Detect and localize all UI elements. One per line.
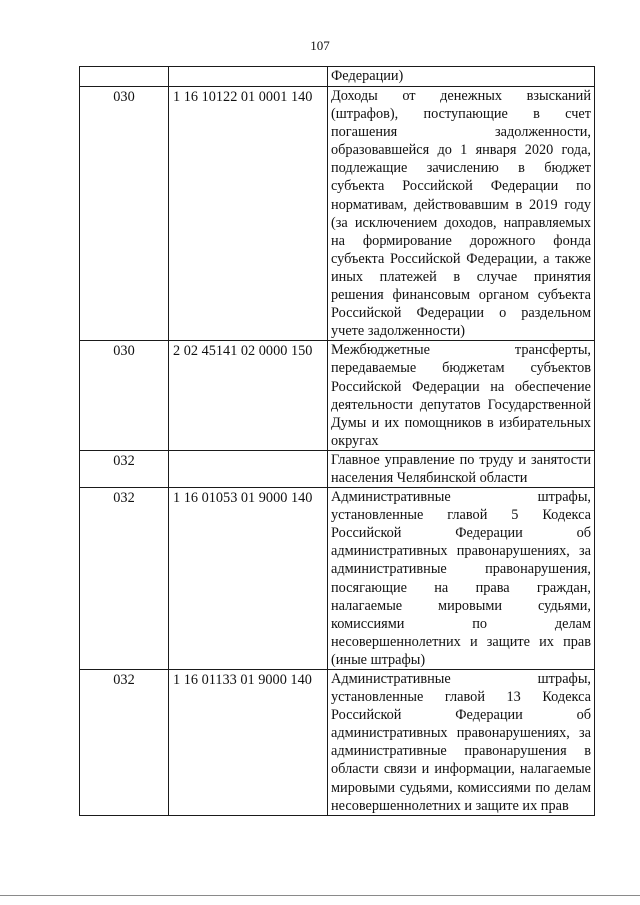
description-cell: Доходы от денежных взысканий (штрафов), поступающие в счет погашения задолженности, образовавшейся до 1 января 2020 года, подлежащие зачислению в бюджет субъекта Российской Федерации по нормативам, действовавшим в 2019 году (за исключением доходов, направляемых на формирование дорожного фонда субъекта Российской Федерации, а также иных платежей в случае принятия решения финансовым органом субъекта Российской Федерации о раздельном учете задолженности)	[328, 87, 595, 341]
admin-code-cell: 032	[80, 450, 169, 487]
admin-code-cell	[80, 67, 169, 87]
table-row	[80, 87, 595, 341]
table-row	[80, 670, 595, 816]
description-cell: Межбюджетные трансферты, передаваемые бюджетам субъектов Российской Федерации на обеспечение деятельности депутатов Государственной Думы и их помощников в избирательных округах	[328, 341, 595, 451]
admin-code-cell: 032	[80, 670, 169, 816]
table-row	[80, 450, 595, 487]
description-cell: Федерации)	[328, 67, 595, 87]
description-cell: Главное управление по труду и занятости населения Челябинской области	[328, 450, 595, 487]
revenue-codes-table	[79, 66, 595, 816]
kbk-code-cell	[169, 450, 328, 487]
kbk-code-cell: 1 16 01053 01 9000 140	[169, 488, 328, 670]
kbk-code-cell: 2 02 45141 02 0000 150	[169, 341, 328, 451]
table-row	[80, 67, 595, 87]
page-number: 107	[310, 38, 330, 53]
admin-code-cell: 030	[80, 341, 169, 451]
kbk-code-cell: 1 16 01133 01 9000 140	[169, 670, 328, 816]
table-row	[80, 341, 595, 451]
description-cell: Административные штрафы, установленные главой 5 Кодекса Российской Федерации об административных правонарушениях, за административные правонарушения, посягающие на права граждан, налагаемые мировыми судьями, комиссиями по делам несовершеннолетних и защите их прав (иные штрафы)	[328, 488, 595, 670]
table-row	[80, 488, 595, 670]
admin-code-cell: 030	[80, 87, 169, 341]
scan-edge-line	[0, 895, 640, 896]
kbk-code-cell	[169, 67, 328, 87]
admin-code-cell: 032	[80, 488, 169, 670]
description-cell: Административные штрафы, установленные главой 13 Кодекса Российской Федерации об административных правонарушениях, за административные правонарушения в области связи и информации, налагаемые мировыми судьями, комиссиями по делам несовершеннолетних и защите их прав	[328, 670, 595, 816]
kbk-code-cell: 1 16 10122 01 0001 140	[169, 87, 328, 341]
